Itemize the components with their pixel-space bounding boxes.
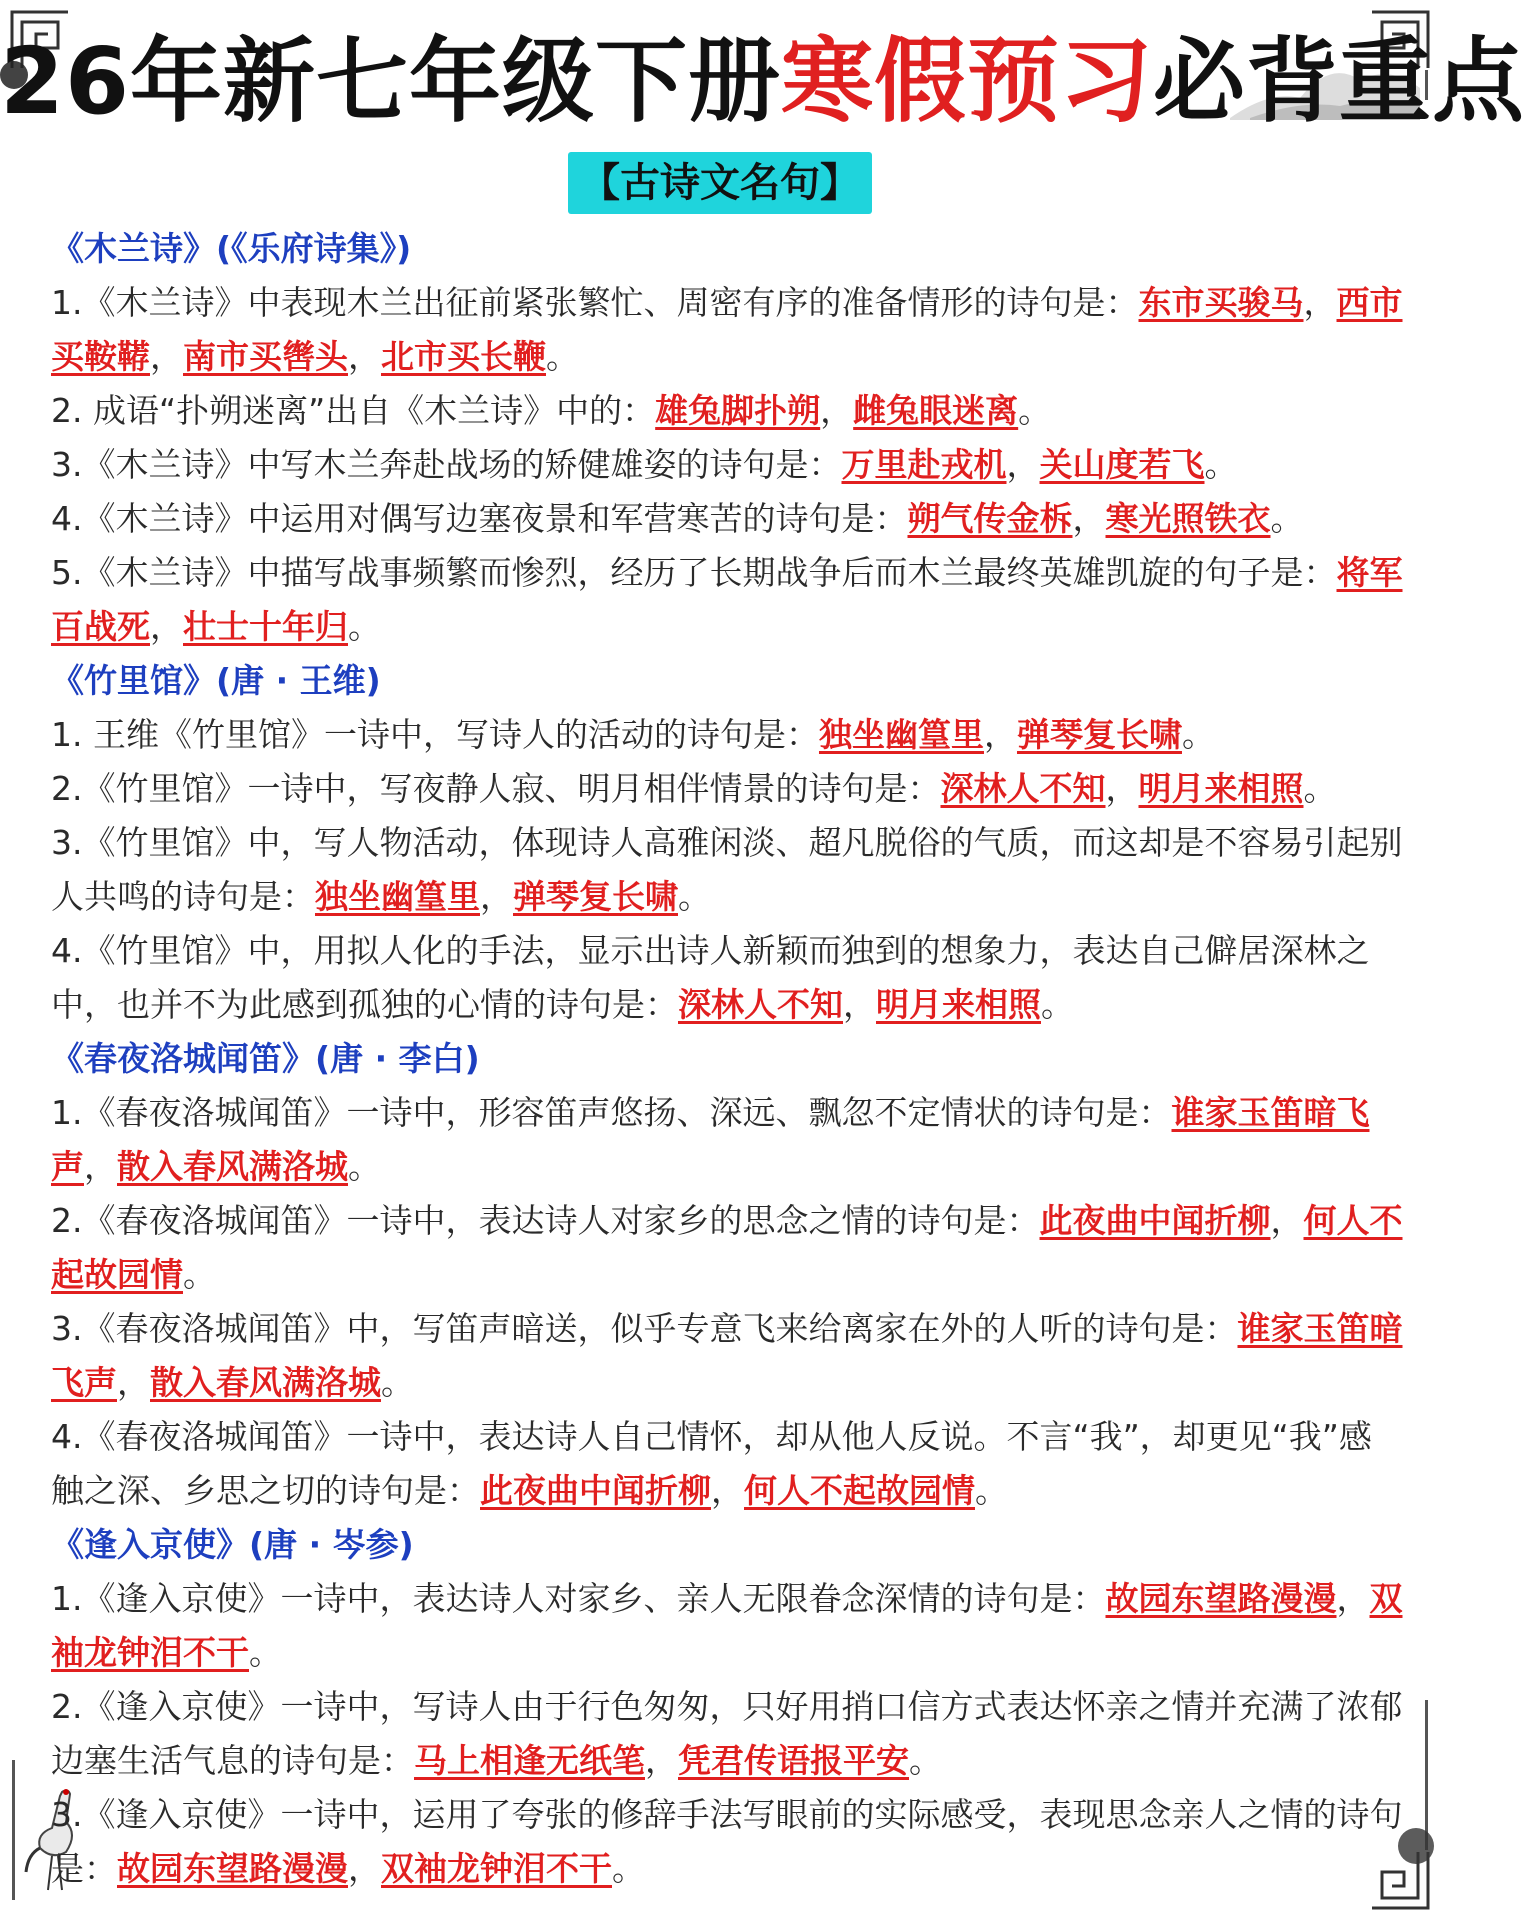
question-text: 。	[612, 1849, 645, 1888]
answer-text: 深林人不知	[678, 985, 843, 1024]
answer-text: 将军百战死	[51, 553, 1403, 646]
answer-text: 散入春风满洛城	[150, 1363, 381, 1402]
answer-text: 双袖龙钟泪不干	[51, 1579, 1403, 1672]
question-text: ，	[1072, 499, 1106, 538]
question-text: 3.《春夜洛城闻笛》中，写笛声暗送，似乎专意飞来给离家在外的人听的诗句是：	[51, 1309, 1238, 1348]
question-item	[51, 1410, 1403, 1518]
answer-text: 明月来相照	[1138, 769, 1304, 808]
question-text: ，	[150, 607, 183, 646]
question-text: ，	[820, 391, 854, 430]
page-title	[0, 22, 1525, 142]
question-text: ，	[348, 337, 381, 376]
title-suffix: 必背重点	[1153, 28, 1525, 135]
answer-text: 独坐幽篁里	[818, 715, 984, 754]
question-text: 3.《竹里馆》中，写人物活动，体现诗人高雅闲淡、超凡脱俗的气质，而这却是不容易引起别人共鸣的诗句是：	[51, 823, 1403, 916]
question-text: ，	[645, 1741, 678, 1780]
question-text: ，	[150, 337, 183, 376]
question-item	[51, 816, 1403, 924]
question-text: 。	[1204, 445, 1238, 484]
question-item	[51, 1572, 1403, 1680]
question-text: 。	[348, 607, 381, 646]
question-text: 。	[909, 1741, 942, 1780]
question-text: 4.《竹里馆》中，用拟人化的手法，显示出诗人新颖而独到的想象力，表达自己僻居深林之中，也并不为此感到孤独的心情的诗句是：	[51, 931, 1370, 1024]
question-text: 。	[1181, 715, 1215, 754]
question-item	[51, 1788, 1403, 1896]
question-item	[51, 384, 1403, 438]
poem-title: 《逢入京使》(唐 · 岑参)	[51, 1525, 414, 1564]
title-highlight: 寒假预习	[781, 28, 1154, 135]
question-item	[51, 276, 1403, 384]
question-item	[51, 1086, 1403, 1194]
question-text: ，	[843, 985, 876, 1024]
question-text: 1.《春夜洛城闻笛》一诗中，形容笛声悠扬、深远、飘忽不定情状的诗句是：	[51, 1093, 1172, 1132]
question-text: 4.《春夜洛城闻笛》一诗中，表达诗人自己情怀，却从他人反说。不言“我”，却更见“我”感触之深、乡思之切的诗句是：	[51, 1417, 1372, 1510]
question-text: ，	[1105, 769, 1139, 808]
answer-text: 朔气传金柝	[907, 499, 1073, 538]
answer-text: 东市买骏马	[1138, 283, 1304, 322]
question-text: ，	[1006, 445, 1040, 484]
question-item	[51, 546, 1403, 654]
answer-text: 此夜曲中闻折柳	[480, 1471, 711, 1510]
question-item	[51, 1194, 1403, 1302]
answer-text: 双袖龙钟泪不干	[381, 1849, 612, 1888]
question-text: 。	[678, 877, 711, 916]
poem-title: 《竹里馆》(唐 · 王维)	[51, 661, 381, 700]
question-text: 。	[975, 1471, 1008, 1510]
question-text: 3.《逢入京使》一诗中，运用了夸张的修辞手法写眼前的实际感受，表现思念亲人之情的诗句是：	[51, 1795, 1403, 1888]
title-prefix: 26年新七年级下册	[0, 28, 782, 135]
answer-text: 散入春风满洛城	[117, 1147, 348, 1186]
answer-text: 谁家玉笛暗飞声	[51, 1309, 1403, 1402]
frame-line-left	[12, 1760, 15, 1900]
answer-text: 凭君传语报平安	[678, 1741, 909, 1780]
answer-text: 何人不起故园情	[51, 1201, 1403, 1294]
answer-text: 此夜曲中闻折柳	[1039, 1201, 1271, 1240]
question-text: 2.《竹里馆》一诗中，写夜静人寂、明月相伴情景的诗句是：	[51, 769, 941, 808]
question-text: 2.《逢入京使》一诗中，写诗人由于行色匆匆，只好用捎口信方式表达怀亲之情并充满了浓郁边塞生活气息的诗句是：	[51, 1687, 1403, 1780]
content-area	[51, 222, 1403, 1896]
answer-text: 壮士十年归	[183, 607, 348, 646]
answer-text: 独坐幽篁里	[315, 877, 480, 916]
question-text: ，	[84, 1147, 117, 1186]
question-text: ，	[1270, 1201, 1304, 1240]
question-text: 1.《逢入京使》一诗中，表达诗人对家乡、亲人无限眷念深情的诗句是：	[51, 1579, 1106, 1618]
question-text: 。	[249, 1633, 282, 1672]
question-text: 5.《木兰诗》中描写战事频繁而惨烈，经历了长期战争后而木兰最终英雄凯旋的句子是：	[51, 553, 1337, 592]
question-text: ，	[1336, 1579, 1370, 1618]
question-item	[51, 438, 1403, 492]
question-item	[51, 1680, 1403, 1788]
answer-text: 明月来相照	[876, 985, 1041, 1024]
answer-text: 西市买鞍鞯	[51, 283, 1403, 376]
answer-text: 关山度若飞	[1039, 445, 1205, 484]
answer-text: 马上相逢无纸笔	[414, 1741, 645, 1780]
question-item	[51, 492, 1403, 546]
question-text: ，	[480, 877, 513, 916]
question-text: 2.《春夜洛城闻笛》一诗中，表达诗人对家乡的思念之情的诗句是：	[51, 1201, 1040, 1240]
answer-text: 北市买长鞭	[381, 337, 546, 376]
question-text: ，	[983, 715, 1017, 754]
answer-text: 故园东望路漫漫	[1105, 1579, 1337, 1618]
question-text: ，	[117, 1363, 150, 1402]
question-text: 。	[348, 1147, 381, 1186]
answer-text: 雄兔脚扑朔	[655, 391, 821, 430]
section-badge: 【古诗文名句】	[568, 152, 872, 214]
answer-text: 雌兔眼迷离	[853, 391, 1019, 430]
question-text: 。	[1041, 985, 1074, 1024]
question-text: 4.《木兰诗》中运用对偶写边塞夜景和军营寒苦的诗句是：	[51, 499, 908, 538]
question-text: 1. 王维《竹里馆》一诗中，写诗人的活动的诗句是：	[51, 715, 819, 754]
question-text: 。	[1018, 391, 1052, 430]
answer-text: 寒光照铁衣	[1105, 499, 1271, 538]
answer-text: 深林人不知	[940, 769, 1106, 808]
question-text: 。	[183, 1255, 216, 1294]
question-text: ，	[1303, 283, 1337, 322]
question-item	[51, 708, 1403, 762]
question-text: 。	[1303, 769, 1337, 808]
answer-text: 弹琴复长啸	[1016, 715, 1182, 754]
question-text: 2. 成语“扑朔迷离”出自《木兰诗》中的：	[51, 391, 656, 430]
question-item	[51, 762, 1403, 816]
answer-text: 何人不起故园情	[744, 1471, 975, 1510]
question-text: ，	[348, 1849, 381, 1888]
poem-title: 《木兰诗》(《乐府诗集》)	[51, 229, 412, 268]
question-text: 1.《木兰诗》中表现木兰出征前紧张繁忙、周密有序的准备情形的诗句是：	[51, 283, 1139, 322]
answer-text: 南市买辔头	[183, 337, 348, 376]
question-text: 3.《木兰诗》中写木兰奔赴战场的矫健雄姿的诗句是：	[51, 445, 842, 484]
question-item	[51, 1302, 1403, 1410]
question-text: 。	[381, 1363, 414, 1402]
question-text: ，	[711, 1471, 744, 1510]
answer-text: 故园东望路漫漫	[117, 1849, 348, 1888]
poem-title: 《春夜洛城闻笛》(唐 · 李白)	[51, 1039, 480, 1078]
answer-text: 万里赴戎机	[841, 445, 1007, 484]
question-item	[51, 924, 1403, 1032]
question-text: 。	[1270, 499, 1304, 538]
answer-text: 弹琴复长啸	[513, 877, 678, 916]
answer-text: 谁家玉笛暗飞声	[51, 1093, 1370, 1186]
question-text: 。	[546, 337, 579, 376]
